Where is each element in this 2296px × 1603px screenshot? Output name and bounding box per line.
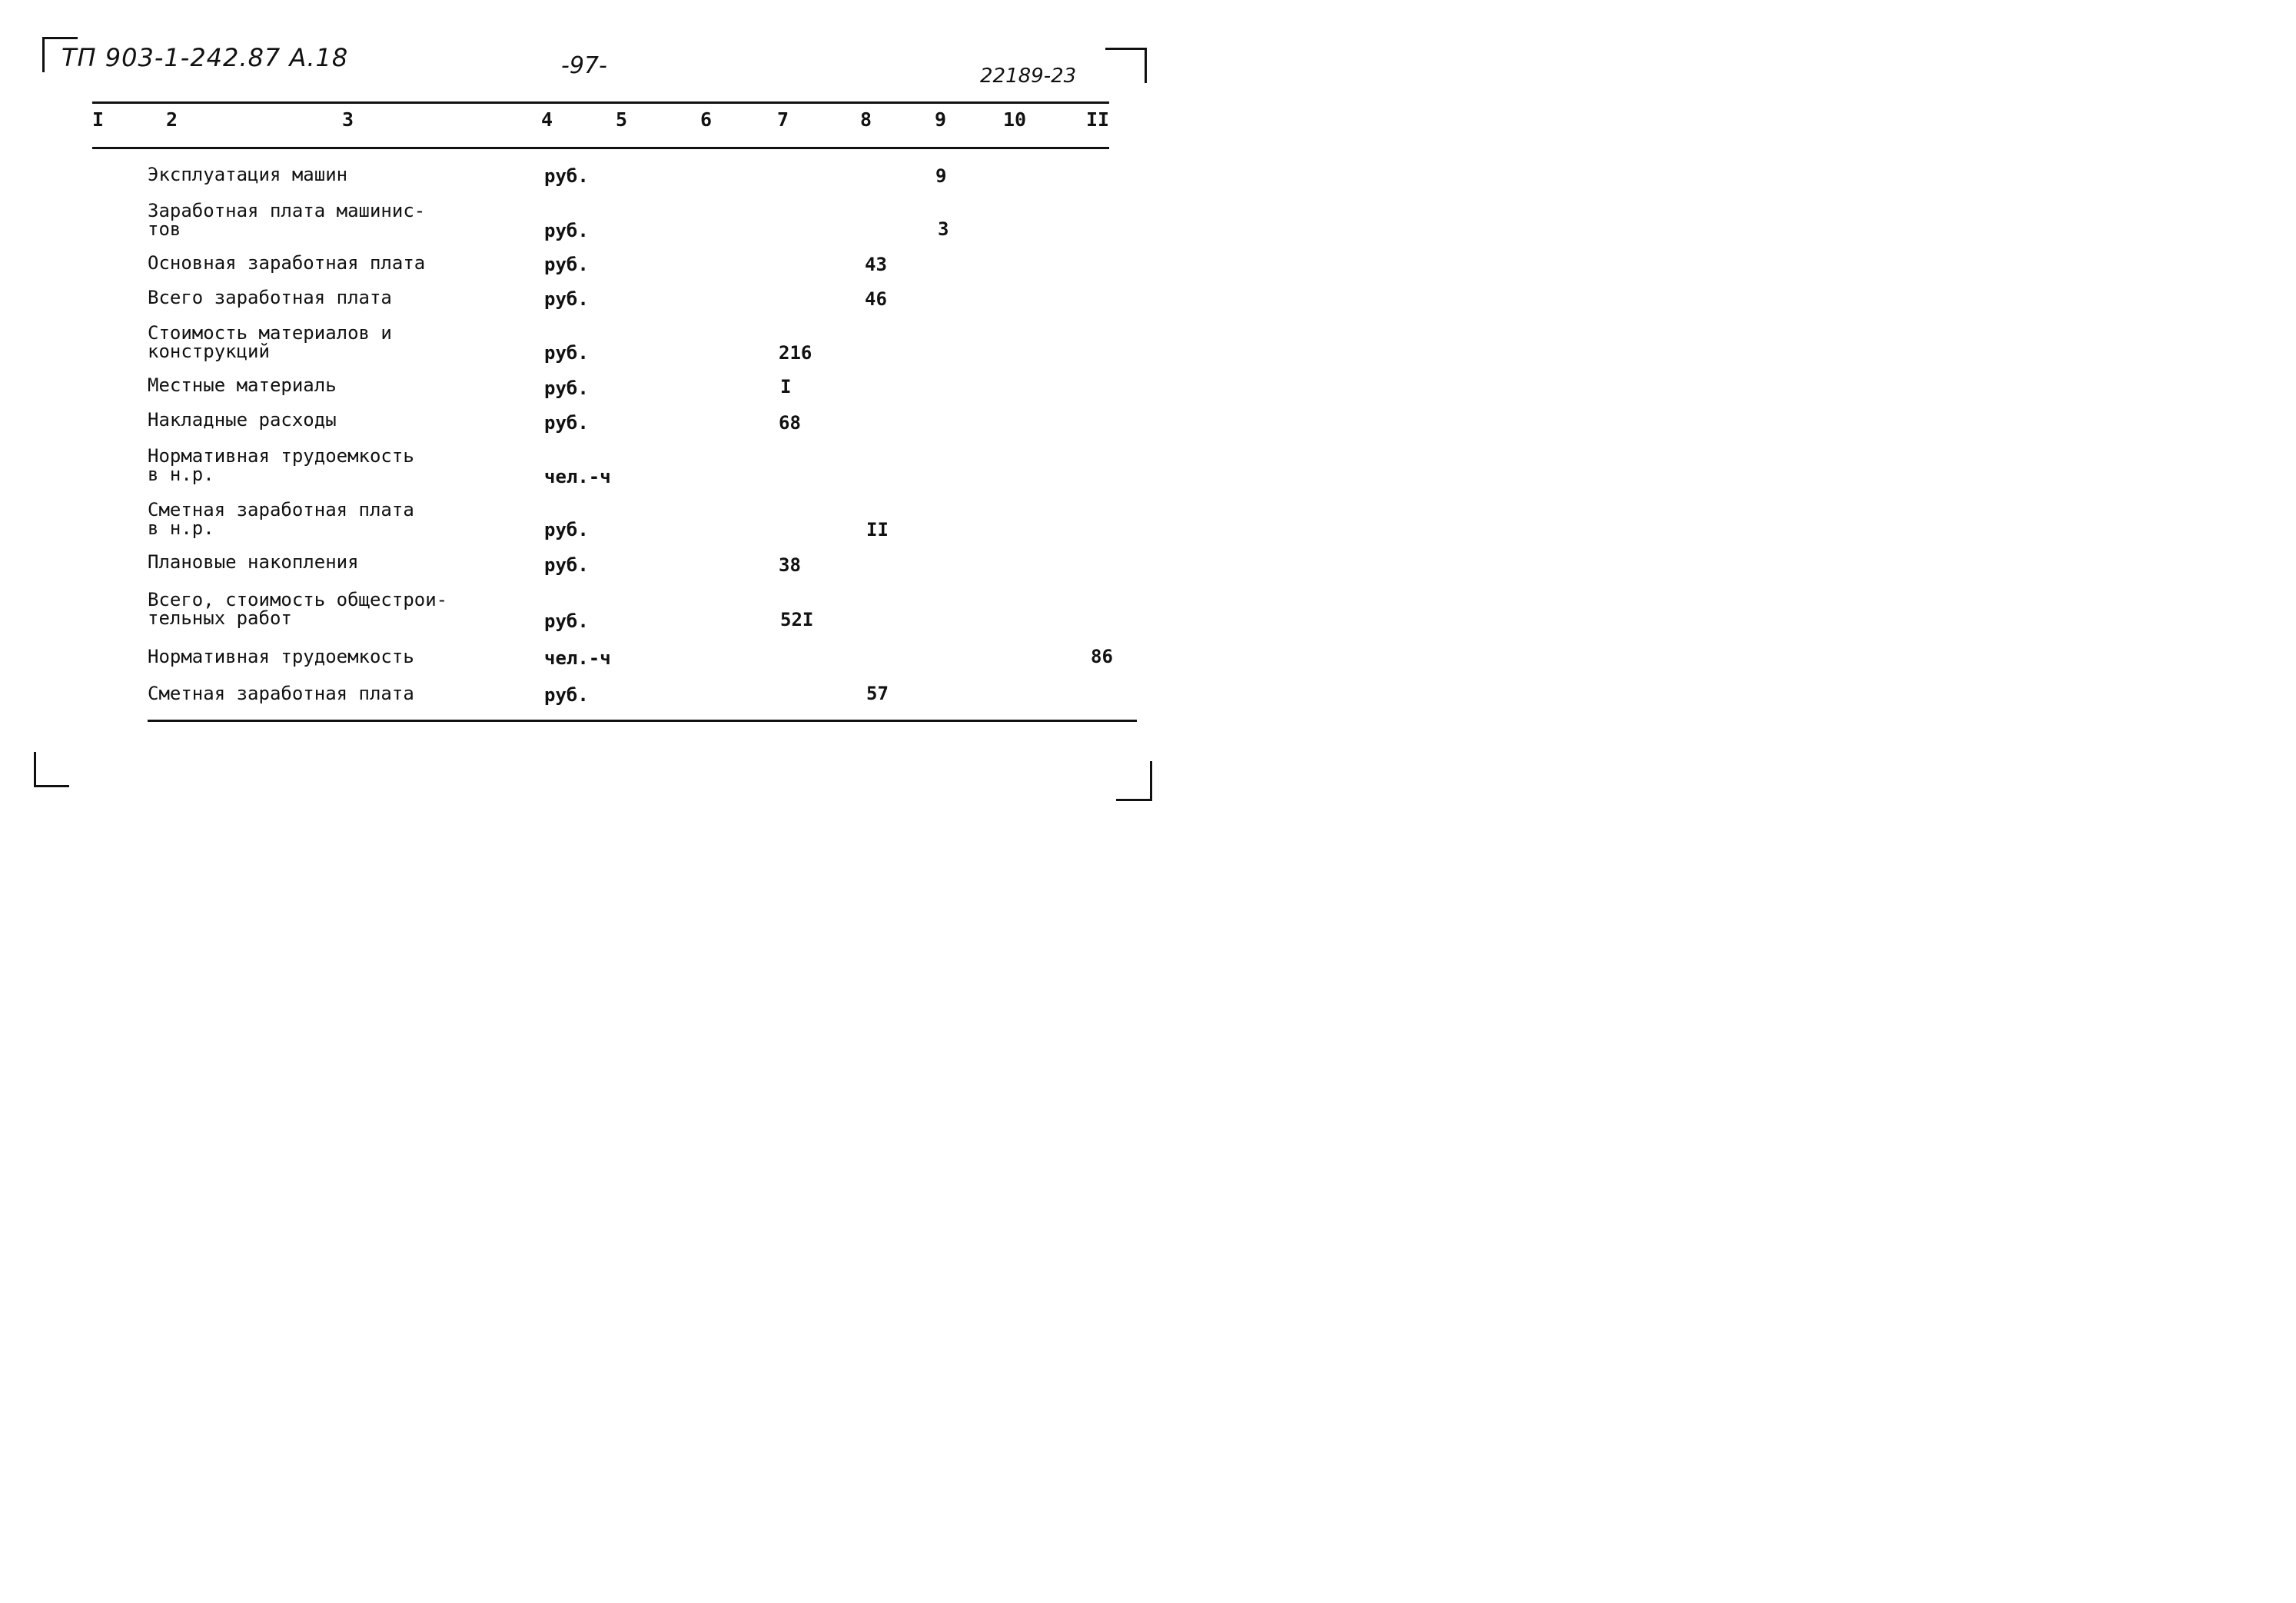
row-value: 68 [779,412,801,434]
row-unit: руб. [544,610,589,632]
row-unit: руб. [544,254,589,275]
row-description: Всего, стоимость общестрои- тельных работ [148,589,448,629]
column-header: 4 [541,108,553,131]
row-description: Сметная заработная плата [148,683,414,704]
row-unit: руб. [544,165,589,187]
column-header: 9 [935,108,947,131]
row-unit: руб. [544,288,589,310]
column-header: 8 [860,108,872,131]
row-unit: руб. [544,519,589,540]
row-value: 46 [865,288,887,310]
table-bottom-rule [148,720,1137,722]
column-header: 10 [1003,108,1027,131]
row-value: 57 [866,683,889,704]
row-description: Сметная заработная плата в н.р. [148,499,414,539]
row-unit: руб. [544,412,589,434]
row-value: 9 [935,165,947,187]
row-value: 43 [865,254,887,275]
row-value: 52I [780,609,814,630]
row-description: Эксплуатация машин [148,164,348,185]
column-header: I [92,108,105,131]
column-header: 6 [700,108,713,131]
corner-mark-bottom-left [34,785,69,787]
row-unit: руб. [544,377,589,399]
row-description: Заработная плата машинис- тов [148,200,426,240]
column-header: 3 [342,108,354,131]
row-value: 216 [779,342,812,364]
row-value: 3 [938,218,949,240]
corner-mark-top-right [1105,48,1147,50]
column-header: II [1086,108,1110,131]
column-header: 2 [166,108,178,131]
row-unit: руб. [544,342,589,364]
row-value: II [866,519,889,540]
row-unit: руб. [544,554,589,576]
row-description: Нормативная трудоемкость [148,646,414,667]
row-value: I [780,376,792,397]
row-description: Накладные расходы [148,409,337,431]
column-header: 7 [777,108,789,131]
row-description: Стоимость материалов и конструкций [148,322,392,362]
corner-mark-bottom-right [1116,799,1152,801]
document-number: 22189-23 [980,65,1077,88]
row-unit: руб. [544,684,589,706]
table-header-rule [92,147,1109,149]
corner-mark-bottom-right [1150,761,1152,801]
row-unit: чел.-ч [544,466,611,487]
corner-mark-top-left [42,37,78,39]
corner-mark-top-left [42,37,45,72]
column-header: 5 [616,108,628,131]
row-description: Основная заработная плата [148,252,426,274]
table-top-rule [92,101,1109,104]
document-code: ТП 903-1-242.87 А.18 [61,43,349,72]
corner-mark-bottom-left [34,752,36,787]
row-value: 38 [779,554,801,576]
row-description: Местные материаль [148,374,337,396]
row-description: Всего заработная плата [148,287,392,308]
page-number: -97- [561,52,607,79]
row-value: 86 [1091,646,1113,667]
corner-mark-top-right [1145,48,1147,83]
row-unit: руб. [544,220,589,241]
row-description: Плановые накопления [148,551,359,573]
row-unit: чел.-ч [544,647,611,669]
row-description: Нормативная трудоемкость в н.р. [148,445,414,485]
